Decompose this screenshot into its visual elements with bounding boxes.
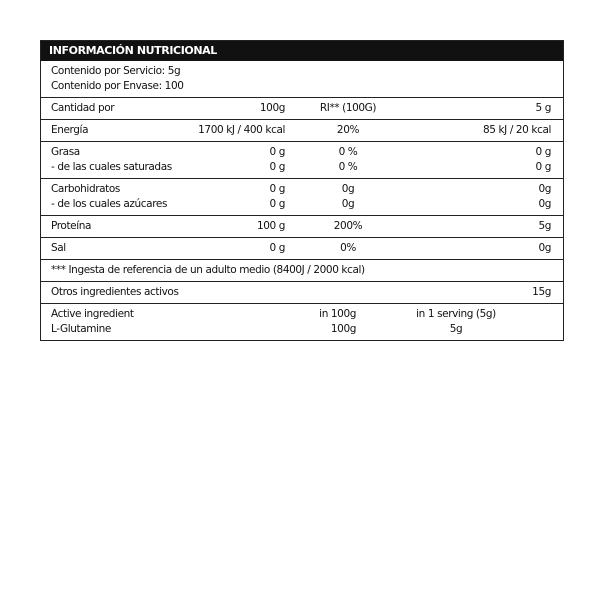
row-value: 0 g	[535, 146, 551, 158]
table-row	[51, 241, 557, 256]
header-cell: in 1 serving (5g)	[416, 308, 496, 320]
row-value: 0 g	[269, 146, 285, 158]
row-label: Proteína	[51, 220, 92, 232]
active-ingredient-section	[41, 303, 563, 340]
header-cell: in 100g	[319, 308, 356, 320]
row-value: 0 g	[269, 161, 285, 173]
row-value: 0 g	[269, 183, 285, 195]
row-value: 100 g	[256, 220, 285, 232]
table-row	[51, 322, 557, 337]
table-row	[51, 182, 557, 197]
header-cell: Cantidad por	[51, 102, 115, 114]
row-value: 200%	[333, 220, 363, 232]
energy-section	[41, 119, 563, 141]
row-label: - de las cuales saturadas	[51, 161, 172, 173]
row-label: Grasa	[51, 146, 80, 158]
header-cell: 5 g	[535, 102, 551, 114]
table-header-row	[51, 101, 557, 116]
panel-title: INFORMACIÓN NUTRICIONAL	[41, 41, 563, 61]
row-value: 0g	[538, 242, 551, 254]
row-value: 0g	[341, 198, 355, 210]
row-value: 0g	[341, 183, 355, 195]
salt-section	[41, 237, 563, 259]
serving-size: Contenido por Servicio: 5g	[51, 65, 181, 77]
header-cell: Active ingredient	[51, 308, 134, 320]
row-value: 0 g	[269, 242, 285, 254]
row-value: 0 g	[269, 198, 285, 210]
table-row	[51, 285, 557, 300]
row-value: 1700 kJ / 400 kcal	[198, 124, 285, 136]
row-label: Sal	[51, 242, 66, 254]
row-value: 0g	[538, 198, 551, 210]
footnote-section	[41, 259, 563, 281]
header-section	[41, 97, 563, 119]
row-value: 0 %	[338, 146, 358, 158]
reference-intake-footnote: *** Ingesta de referencia de un adulto medio (8400J / 2000 kcal)	[51, 264, 365, 276]
carbs-section	[41, 178, 563, 215]
row-value: 5g	[538, 220, 551, 232]
row-value: 15g	[532, 286, 551, 298]
table-row	[51, 123, 557, 138]
row-label: Carbohidratos	[51, 183, 120, 195]
servings-per-container: Contenido por Envase: 100	[51, 80, 184, 92]
active-header-row	[51, 307, 557, 322]
row-value: 5g	[449, 323, 463, 335]
nutrition-panel	[40, 40, 564, 341]
row-label: Energía	[51, 124, 89, 136]
row-value: 0%	[340, 242, 356, 254]
row-value: 0 %	[338, 161, 358, 173]
table-row	[51, 197, 557, 212]
serving-info-section	[41, 61, 563, 97]
other-active-section	[41, 281, 563, 303]
table-row	[51, 145, 557, 160]
header-cell: RI** (100G)	[319, 102, 377, 114]
row-value: 85 kJ / 20 kcal	[483, 124, 551, 136]
row-label: Otros ingredientes activos	[51, 286, 179, 298]
table-row	[51, 219, 557, 234]
row-label: - de los cuales azúcares	[51, 198, 168, 210]
row-value: 0 g	[535, 161, 551, 173]
row-value: 20%	[336, 124, 360, 136]
fat-section	[41, 141, 563, 178]
row-value: 0g	[538, 183, 551, 195]
header-cell: 100g	[259, 102, 285, 114]
table-row	[51, 160, 557, 175]
protein-section	[41, 215, 563, 237]
row-value: 100g	[330, 323, 356, 335]
row-label: L-Glutamine	[51, 323, 111, 335]
